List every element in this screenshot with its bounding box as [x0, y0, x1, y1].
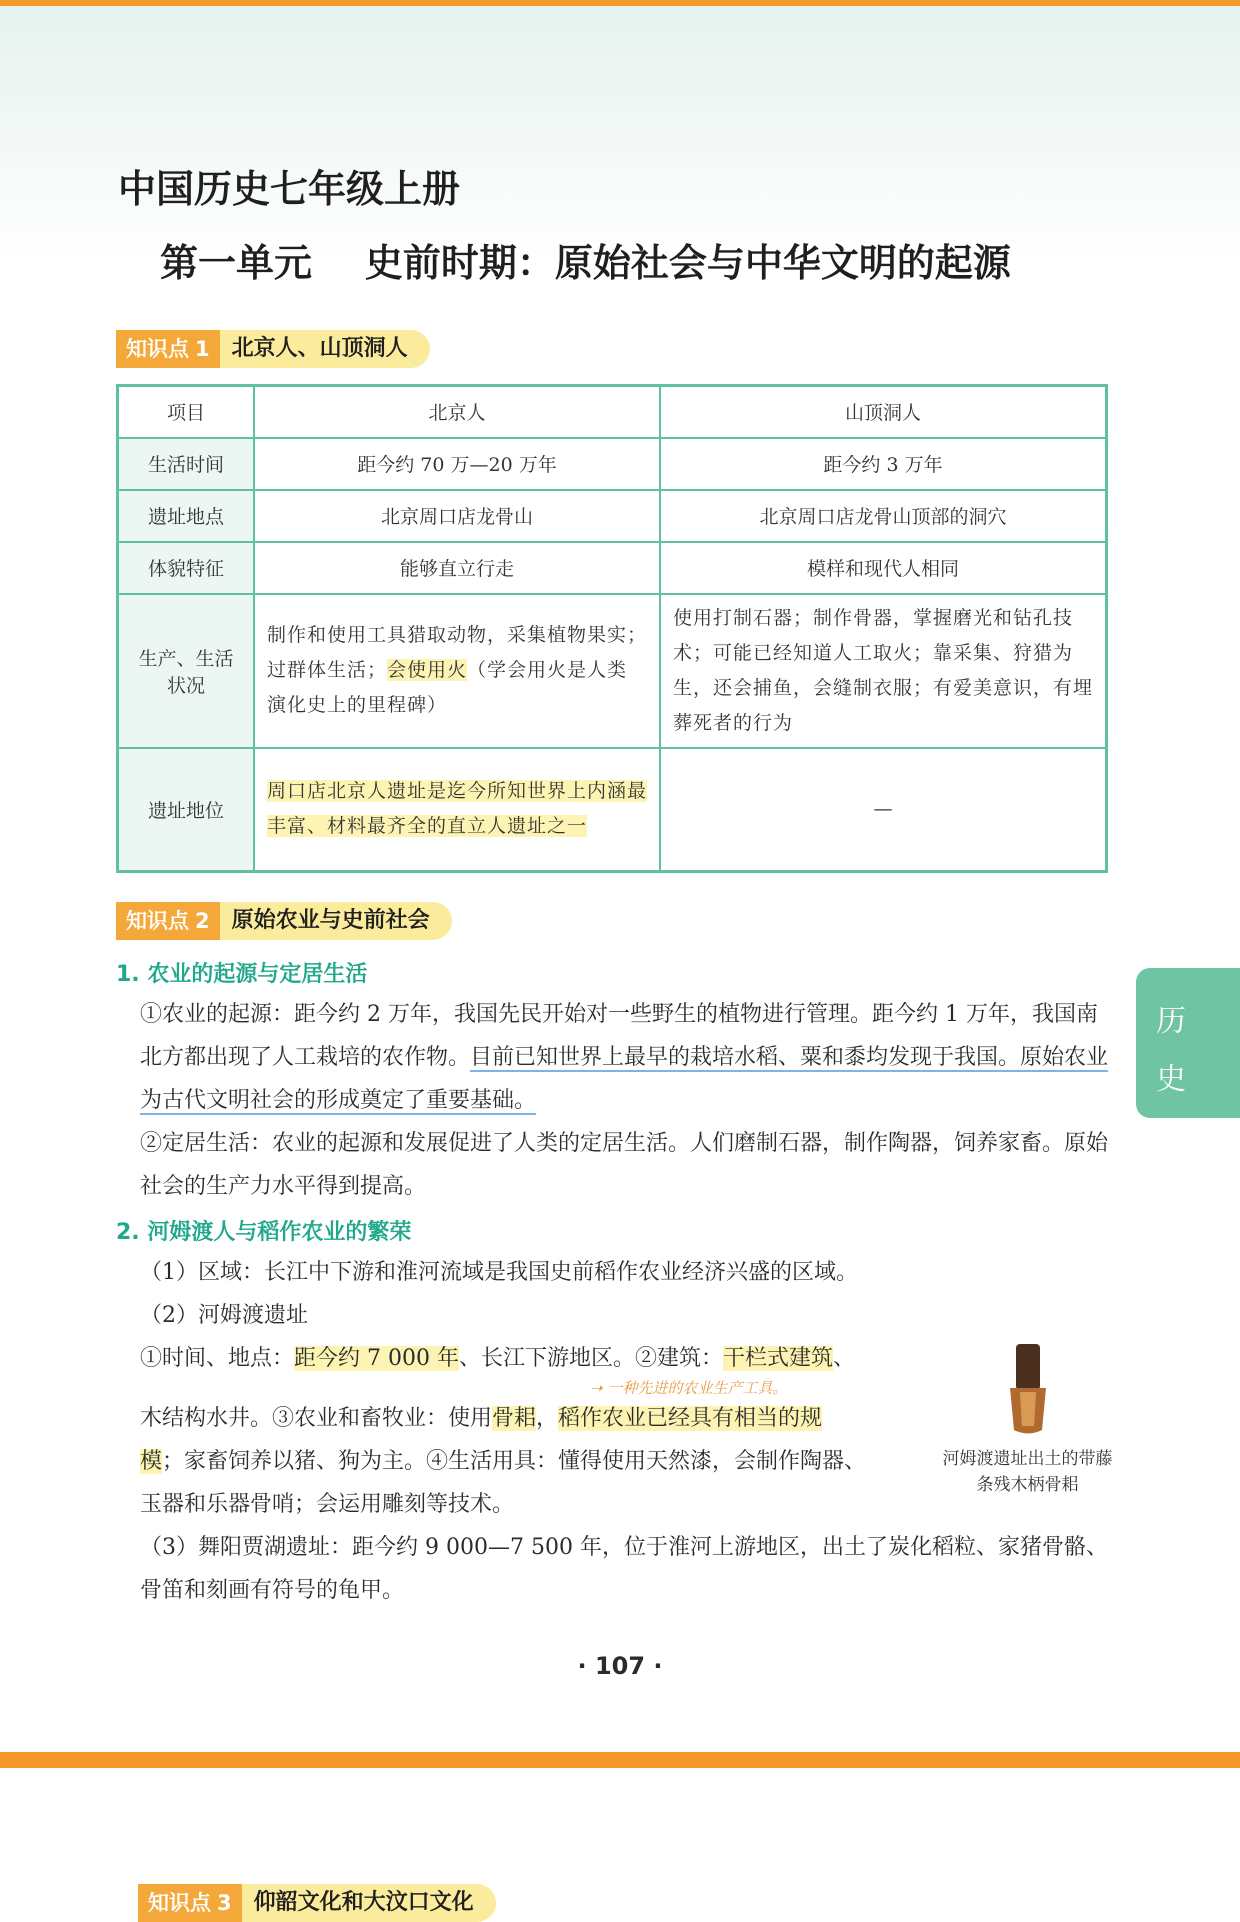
table-header: 山顶洞人 — [660, 386, 1107, 438]
comparison-table — [116, 384, 1108, 873]
table-cell: 北京周口店龙骨山顶部的洞穴 — [660, 490, 1107, 542]
row-label: 生活时间 — [118, 438, 255, 490]
table-cell: 北京周口店龙骨山 — [254, 490, 660, 542]
table-cell: 制作和使用工具猎取动物，采集植物果实；过群体生活；会使用火（学会用火是人类演化史上的里程碑） — [254, 594, 660, 748]
knowledge-point-name: 北京人、山顶洞人 — [220, 330, 430, 368]
table-row — [118, 594, 1107, 748]
row-label: 遗址地位 — [118, 748, 255, 872]
paragraph: （2）河姆渡遗址 — [140, 1303, 308, 1328]
knowledge-point-tag: 知识点 1 — [116, 330, 220, 368]
table-row — [118, 490, 1107, 542]
side-tab-char: 史 — [1156, 1062, 1186, 1097]
section-heading: 1. 农业的起源与定居生活 — [116, 962, 368, 987]
knowledge-point-tag: 知识点 2 — [116, 902, 220, 940]
knowledge-point-name: 仰韶文化和大汶口文化 — [242, 1884, 496, 1922]
row-label: 遗址地点 — [118, 490, 255, 542]
paragraph: （3）舞阳贾湖遗址：距今约 9 000—7 500 年，位于淮河上游地区，出土了炭化稻粒、家猪骨骼、骨笛和刻画有符号的龟甲。 — [140, 1535, 1108, 1603]
image-caption: 河姆渡遗址出土的带藤条残木柄骨耜 — [942, 1449, 1113, 1495]
subject-side-tab — [1136, 968, 1240, 1118]
highlight: 周口店北京人遗址是迄今所知世界上内涵最丰富、材料最齐全的直立人遗址之一 — [267, 780, 648, 838]
row-label: 生产、生活状况 — [118, 594, 255, 748]
side-tab-char: 历 — [1156, 1004, 1186, 1039]
highlight: 会使用火 — [387, 659, 468, 681]
highlight: 骨耜 — [492, 1406, 537, 1431]
table-row — [118, 438, 1107, 490]
table-cell: 距今约 70 万—20 万年 — [254, 438, 660, 490]
highlight: 稻作农业已经具有相当的规 — [558, 1406, 823, 1431]
knowledge-point-name: 原始农业与史前社会 — [220, 902, 452, 940]
paragraph: 玉器和乐器骨哨；会运用雕刻等技术。 — [140, 1492, 515, 1517]
bone-spade-image — [1000, 1342, 1056, 1437]
handwritten-note: ➝ 一种先进的农业生产工具。 — [590, 1379, 788, 1397]
paragraph: 木结构水井。③农业和畜牧业：使用骨耜，稻作农业已经具有相当的规 — [140, 1406, 823, 1431]
paragraph: 模；家畜饲养以猪、狗为主。④生活用具：懂得使用天然漆，会制作陶器、 — [140, 1449, 867, 1474]
paragraph: ①时间、地点：距今约 7 000 年、长江下游地区。②建筑：干栏式建筑、 — [140, 1346, 856, 1371]
section-heading: 2. 河姆渡人与稻作农业的繁荣 — [116, 1220, 412, 1245]
knowledge-point-1-heading — [116, 330, 430, 368]
table-cell: 距今约 3 万年 — [660, 438, 1107, 490]
table-cell: 模样和现代人相同 — [660, 542, 1107, 594]
page-number: · 107 · — [577, 1652, 663, 1680]
underlined-text: 目前已知世界上最早的栽培水稻、粟和黍均发现于我国。原始农业为古代文明社会的形成奠定了重要基础。 — [140, 1045, 1109, 1113]
table-cell: — — [660, 748, 1107, 872]
bottom-orange-bar — [0, 1752, 1240, 1768]
table-row — [118, 748, 1107, 872]
table-header: 北京人 — [254, 386, 660, 438]
table-cell: 使用打制石器；制作骨器，掌握磨光和钻孔技术；可能已经知道人工取火；靠采集、狩猎为生，还会捕鱼，会缝制衣服；有爱美意识，有埋葬死者的行为 — [660, 594, 1107, 748]
highlight: 模 — [140, 1449, 163, 1474]
row-label: 体貌特征 — [118, 542, 255, 594]
paragraph: ②定居生活：农业的起源和发展促进了人类的定居生活。人们磨制石器，制作陶器，饲养家畜。原始社会的生产力水平得到提高。 — [140, 1131, 1109, 1199]
table-header: 项目 — [118, 386, 255, 438]
book-title: 中国历史七年级上册 — [118, 167, 461, 211]
unit-title: 第一单元 史前时期：原始社会与中华文明的起源 — [160, 241, 1011, 285]
highlight: 距今约 7 000 年 — [294, 1346, 459, 1371]
knowledge-point-tag: 知识点 3 — [138, 1884, 242, 1922]
table-cell — [254, 748, 660, 872]
header-background — [0, 6, 1240, 266]
table-header-row — [118, 386, 1107, 438]
knowledge-point-2-heading — [116, 902, 452, 940]
knowledge-point-3-heading — [138, 1884, 496, 1922]
table-cell: 能够直立行走 — [254, 542, 660, 594]
table-row — [118, 542, 1107, 594]
paragraph: ①农业的起源：距今约 2 万年，我国先民开始对一些野生的植物进行管理。距今约 1 万年，我国南北方都出现了人工栽培的农作物。目前已知世界上最早的栽培水稻、粟和黍均发现于我国。原始农业为古代文明社会的形成奠定了重要基础。 — [140, 1002, 1109, 1113]
highlight: 干栏式建筑 — [723, 1346, 834, 1371]
paragraph: （1）区域：长江中下游和淮河流域是我国史前稻作农业经济兴盛的区域。 — [140, 1260, 858, 1285]
